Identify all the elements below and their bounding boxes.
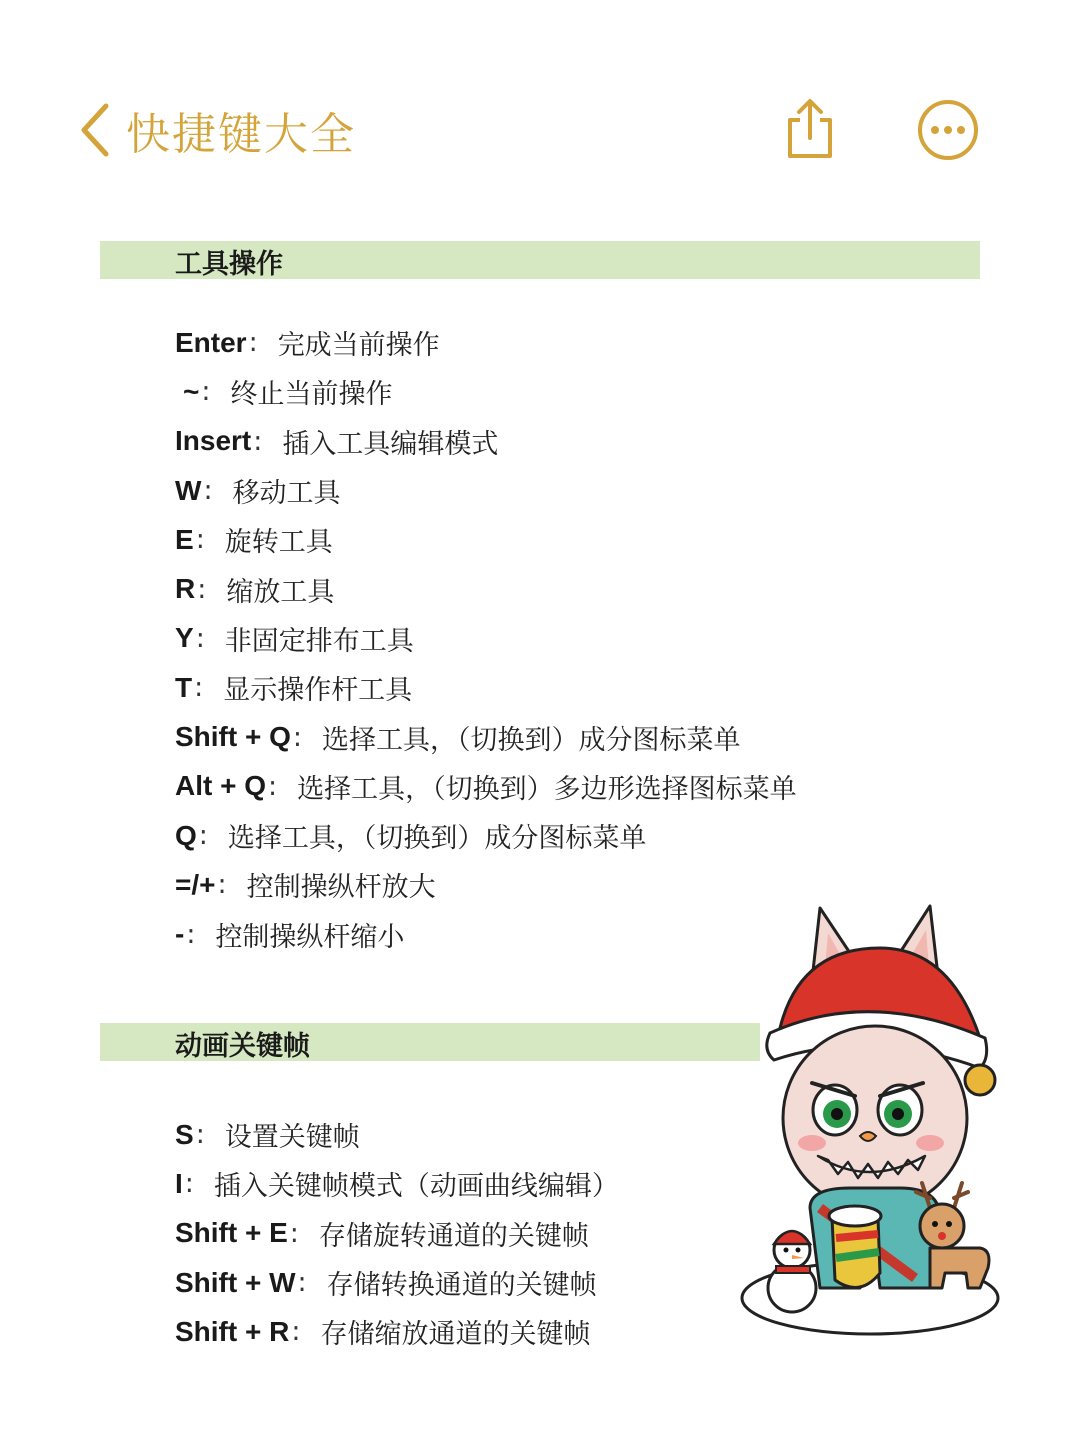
shortcut-description: 选择工具，（切换到）多边形选择图标菜单: [297, 773, 797, 805]
chevron-left-icon: [76, 100, 112, 160]
shortcut-row: [175, 318, 797, 367]
shortcut-key: S: [175, 1118, 194, 1150]
shortcut-description: 完成当前操作: [277, 330, 440, 362]
shortcut-row: [175, 860, 797, 909]
shortcut-row: [175, 910, 797, 959]
shortcut-description: 存储旋转通道的关键帧: [318, 1220, 589, 1252]
shortcut-description: 移动工具: [232, 478, 341, 510]
shortcut-description: 显示操作杆工具: [223, 675, 413, 707]
shortcut-key: Y: [175, 622, 194, 654]
shortcut-description: 缩放工具: [226, 576, 335, 608]
shortcut-separator: :: [253, 425, 263, 457]
shortcut-description: 非固定排布工具: [224, 625, 414, 657]
shortcut-description: 终止当前操作: [230, 379, 393, 411]
shortcut-row: [175, 367, 797, 416]
shortcut-key: ~: [183, 375, 200, 407]
shortcut-list-animation: [175, 1110, 619, 1356]
share-icon: [780, 96, 840, 162]
shortcut-key: Q: [175, 819, 197, 851]
shortcut-key: =/+: [175, 868, 216, 900]
section-title-tools: 工具操作: [175, 249, 283, 280]
shortcut-description: 插入关键帧模式（动画曲线编辑）: [213, 1171, 619, 1203]
shortcut-key: R: [175, 573, 196, 605]
shortcut-description: 插入工具编辑模式: [282, 428, 499, 460]
shortcut-separator: :: [297, 1267, 307, 1299]
shortcut-row: [175, 1307, 619, 1356]
shortcut-row: [175, 564, 797, 613]
shortcut-description: 存储缩放通道的关键帧: [320, 1319, 591, 1351]
christmas-mascot-sticker: [740, 888, 1010, 1348]
shortcut-description: 设置关键帧: [224, 1122, 360, 1154]
shortcut-separator: :: [197, 573, 207, 605]
shortcut-separator: :: [195, 524, 205, 556]
shortcut-key: Shift + E: [175, 1217, 288, 1249]
shortcut-separator: :: [195, 1119, 205, 1151]
shortcut-row: [175, 614, 797, 663]
shortcut-key: Enter: [175, 326, 247, 358]
shortcut-row: [175, 515, 797, 564]
shortcut-separator: :: [248, 327, 258, 359]
shortcut-separator: :: [268, 770, 278, 802]
shortcut-key: -: [175, 918, 185, 950]
shortcut-row: [175, 1110, 619, 1159]
shortcut-separator: :: [217, 869, 227, 901]
shortcut-key: Alt + Q: [175, 770, 267, 802]
shortcut-separator: :: [289, 1217, 299, 1249]
share-button[interactable]: [780, 96, 840, 162]
shortcut-key: E: [175, 523, 194, 555]
shortcut-separator: :: [194, 672, 204, 704]
shortcut-separator: :: [203, 475, 213, 507]
shortcut-row: [175, 762, 797, 811]
shortcut-key: T: [175, 671, 193, 703]
shortcut-list-tools: [175, 318, 797, 959]
shortcut-description: 存储转换通道的关键帧: [326, 1270, 597, 1302]
shortcut-row: [175, 712, 797, 761]
shortcut-description: 控制操纵杆放大: [246, 872, 436, 904]
shortcut-key: Shift + R: [175, 1315, 290, 1347]
shortcut-separator: :: [195, 622, 205, 654]
shortcut-key: Insert: [175, 425, 252, 457]
more-options-button[interactable]: [916, 98, 980, 162]
page-title: 快捷键大全: [126, 109, 356, 160]
shortcut-row: [175, 811, 797, 860]
shortcut-row: [175, 417, 797, 466]
shortcut-separator: :: [198, 820, 208, 852]
shortcut-separator: :: [184, 1168, 194, 1200]
shortcut-separator: :: [291, 1316, 301, 1348]
shortcut-separator: :: [292, 721, 303, 753]
shortcut-key: I: [175, 1167, 183, 1199]
shortcut-separator: :: [186, 918, 196, 950]
shortcut-description: 选择工具，（切换到）成分图标菜单: [227, 823, 647, 855]
shortcut-key: Shift + Q: [175, 721, 291, 753]
shortcut-description: 旋转工具: [224, 527, 333, 559]
back-button[interactable]: [76, 98, 366, 162]
section-title-animation: 动画关键帧: [175, 1031, 310, 1062]
shortcut-key: Shift + W: [175, 1266, 296, 1298]
shortcut-row: [175, 1258, 619, 1307]
more-icon: [916, 98, 980, 162]
shortcut-description: 控制操纵杆缩小: [215, 921, 405, 953]
shortcut-separator: :: [201, 376, 211, 408]
shortcut-row: [175, 663, 797, 712]
shortcut-row: [175, 1159, 619, 1208]
shortcut-row: [175, 466, 797, 515]
shortcut-description: 选择工具，（切换到）成分图标菜单: [322, 724, 741, 756]
shortcut-row: [175, 1209, 619, 1258]
nav-bar: [0, 0, 1080, 200]
shortcut-key: W: [175, 474, 202, 506]
